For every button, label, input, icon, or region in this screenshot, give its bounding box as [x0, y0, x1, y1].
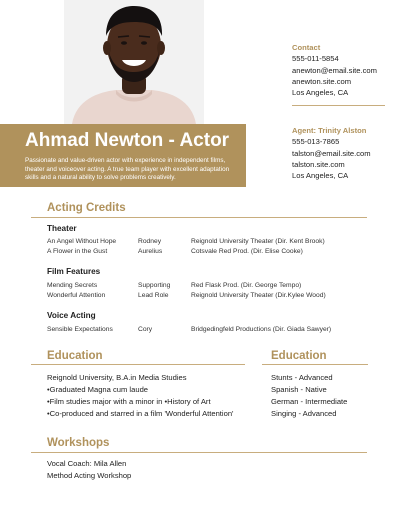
voice-heading: Voice Acting [47, 311, 96, 320]
credit-role: Lead Role [138, 292, 169, 299]
theater-heading: Theater [47, 224, 77, 233]
list-item: Stunts - Advanced [271, 373, 333, 382]
workshops-title: Workshops [47, 437, 110, 449]
list-item: Singing - Advanced [271, 409, 337, 418]
credit-title: Mending Secrets [47, 282, 98, 289]
education-list [47, 372, 234, 420]
agent-phone: 555-013-7865 [292, 137, 340, 147]
credit-role: Supporting [138, 282, 171, 289]
credit-production: Reignold University Theater (Dir. Kent Brook) [191, 238, 325, 245]
contact-heading: Contact [292, 43, 321, 52]
agent-website[interactable]: talston.site.com [292, 159, 345, 169]
credit-title: A Flower in the Gust [47, 248, 108, 255]
film-heading: Film Features [47, 267, 101, 276]
actor-name: Ahmad Newton - Actor [25, 130, 230, 151]
list-item: •Film studies major with a minor in •History of Art [47, 397, 211, 406]
contact-divider [292, 105, 385, 106]
workshops-divider [31, 452, 367, 453]
agent-heading: Agent: Trinity Alston [292, 126, 367, 135]
credit-title: Sensible Expectations [47, 326, 113, 333]
contact-phone: 555-011-5854 [292, 54, 339, 64]
credit-production: Reignold University Theater (Dir.Kylee Wood) [191, 292, 326, 299]
skills-title: Education [271, 350, 327, 362]
acting-credits-title: Acting Credits [47, 202, 126, 214]
agent-location: Los Angeles, CA [292, 171, 349, 181]
list-item: German - Intermediate [271, 397, 348, 406]
list-item: •Graduated Magna cum laude [47, 385, 149, 394]
credit-role: Cory [138, 326, 153, 333]
portrait-photo [64, 0, 204, 124]
list-item: Vocal Coach: Mila Allen [47, 459, 127, 468]
list-item: •Co-produced and starred in a film 'Wonderful Attention' [47, 409, 234, 418]
contact-block [292, 42, 377, 98]
acting-credits-divider [31, 217, 367, 218]
contact-website[interactable]: anewton.site.com [292, 76, 352, 86]
education-divider [31, 364, 245, 365]
contact-email[interactable]: anewton@email.site.com [292, 65, 377, 75]
name-banner [0, 124, 246, 187]
list-item: Spanish - Native [271, 385, 327, 394]
person-portrait-image [64, 0, 204, 124]
credit-role: Aurelius [138, 248, 163, 255]
credit-title: An Angel Without Hope [47, 238, 117, 245]
list-item: Method Acting Workshop [47, 471, 132, 480]
agent-email[interactable]: talston@email.site.com [292, 148, 371, 158]
credit-production: Cotsvale Red Prod. (Dir. Elise Cooke) [191, 248, 303, 255]
skills-divider [262, 364, 368, 365]
contact-location: Los Angeles, CA [292, 88, 349, 98]
list-item: Reignold University, B.A.in Media Studies [47, 373, 187, 382]
credit-title: Wonderful Attention [47, 292, 106, 299]
education-title: Education [47, 350, 103, 362]
bio-summary: Passionate and value-driven actor with experience in independent films, theater and voiceover acting. A true team player with excellent adaptation skills and a natural ability to solve problems creatively. [25, 157, 230, 182]
credit-production: Bridgedingfeld Productions (Dir. Giada Sawyer) [191, 326, 332, 333]
credit-production: Red Flask Prod. (Dir. George Tempo) [191, 282, 302, 289]
workshops-list [47, 458, 131, 482]
credit-role: Rodney [138, 238, 162, 245]
skills-list [271, 372, 347, 420]
agent-block [292, 125, 371, 181]
